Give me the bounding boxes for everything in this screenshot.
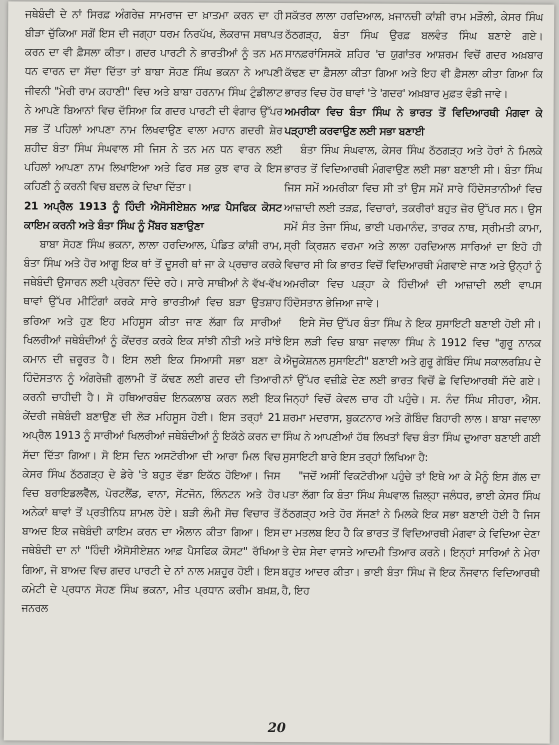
paragraph: ਬਾਬਾ ਸੋਹਣ ਸਿੰਘ ਭਕਨਾ, ਲਾਲਾ ਹਰਦਿਆਲ, ਪੰਡਿਤ ਕਾਂਸ਼ੀ ਰਾਮ, ਬੰਤਾ ਸਿੰਘ ਅਤੇ ਹੋਰ ਆਗੂ ਇਕ ਥਾਂ ਤੋਂ ਦੂਸਰੀ ਥਾਂ ਜਾ ਕੇ ਪ੍ਰਚਾਰ ਕਰਕੇ ਜਥੇਬੰਦੀ ਉਸਾਰਨ ਲਈ ਪ੍ਰੇਰਨਾ ਦਿੰਦੇ ਰਹੇ। ਸਾਰੇ ਸਾਥੀਆਂ ਨੇ ਵੱਖ-ਵੱਖ ਥਾਵਾਂ ਉੱਪਰ ਮੀਟਿੰਗਾਂ ਕਰਕੇ ਸਾਰੇ ਭਾਰਤੀਆਂ ਵਿਚ ਬੜਾ ਉਤਸ਼ਾਹ ਭਰਿਆ ਅਤੇ ਹੁਣ ਇਹ ਮਹਿਸੂਸ ਕੀਤਾ ਜਾਣ ਲੱਗਾ ਕਿ ਸਾਰੀਆਂ ਖਿਲਰੀਆਂ ਜਥੇਬੰਦੀਆਂ ਨੂੰ ਕੇਂਦਰਤ ਕਰਕੇ ਇਕ ਸਾਂਝੀ ਨੀਤੀ ਅਤੇ ਸਾਂਝੇ ਕਮਾਨ ਦੀ ਜ਼ਰੂਰਤ ਹੈ। ਇਸ ਲਈ ਇਕ ਸਿਆਸੀ ਸਭਾ ਬਣਾ ਕੇ ਹਿੰਦੋਸਤਾਨ ਨੂੰ ਅੰਗਰੇਜ਼ੀ ਗੁਲਾਮੀ ਤੋਂ ਕੱਢਣ ਲਈ ਗਦਰ ਦੀ ਤਿਆਰੀ ਕਰਨੀ ਚਾਹੀਦੀ ਹੈ। ਸੋ ਹਥਿਆਰਬੰਦ ਇਨਕਲਾਬ ਕਰਨ ਲਈ ਇਕ ਕੇਂਦਰੀ ਜਥੇਬੰਦੀ ਬਣਾਉਣ ਦੀ ਲੋੜ ਮਹਿਸੂਸ ਹੋਈ। ਇਸ ਤਰ੍ਹਾਂ 21 ਅਪ੍ਰੈਲ 1913 ਨੂੰ ਸਾਰੀਆਂ ਖਿਲਰੀਆਂ ਜਥੇਬੰਦੀਆਂ ਨੂੰ ਇਕੱਠੇ ਕਰਨ ਦਾ ਸੱਦਾ ਦਿੱਤਾ ਗਿਆ। ਸੋ ਇਸ ਦਿਨ ਅਸਟੋਰੀਆ ਦੀ ਆਰਾ ਮਿਲ ਵਿਚ ਕੇਸਰ ਸਿੰਘ ਠੱਠਗੜ੍ਹ ਦੇ ਡੇਰੇ 'ਤੇ ਬਹੁਤ ਵੱਡਾ ਇਕੱਠ ਹੋਇਆ। ਜਿਸ ਵਿਚ ਬਰਾਇਡਲਵੈੱਲ, ਪੋਰਟਲੈਂਡ, ਵਾਨਾ, ਸੇਂਟਜੋਨ, ਲਿੰਨਟਨ ਅਤੇ ਹੋਰ ਅਨੇਕਾਂ ਥਾਵਾਂ ਤੋਂ ਪ੍ਰਤੀਨਿਧ ਸ਼ਾਮਲ ਹੋਏ। ਬੜੀ ਲੰਮੀ ਸੋਚ ਵਿਚਾਰ ਤੋਂ ਬਾਅਦ ਇਕ ਜਥੇਬੰਦੀ ਕਾਇਮ ਕਰਨ ਦਾ ਐਲਾਨ ਕੀਤਾ ਗਿਆ। ਇਸ ਜਥੇਬੰਦੀ ਦਾ ਨਾਂ "ਹਿੰਦੀ ਐਸੋਸੀਏਸ਼ਨ ਆਫ਼ ਪੈਸਫਿਕ ਕੋਸਟ" ਰੱਖਿਆ ਗਿਆ, ਜੋ ਬਾਅਦ ਵਿਚ ਗਦਰ ਪਾਰਟੀ ਦੇ ਨਾਂ ਨਾਲ ਮਸ਼ਹੂਰ ਹੋਈ। ਇਸ ਕਮੇਟੀ ਦੇ ਪ੍ਰਧਾਨ ਸੋਹਣ ਸਿੰਘ ਭਕਨਾ, ਮੀਤ ਪ੍ਰਧਾਨ ਕਰੀਮ ਬਖ਼ਸ਼, ਜਨਰਲ [21, 238, 282, 615]
page-number: 20 [267, 720, 286, 737]
paragraph: ਇਸੇ ਸੋਚ ਉੱਪਰ ਬੰਤਾ ਸਿੰਘ ਨੇ ਇਕ ਸੁਸਾਇਟੀ ਬਣਾਈ ਹੋਈ ਸੀ। ਇਸ ਲੜੀ ਵਿਚ ਬਾਬਾ ਜਵਾਲਾ ਸਿੰਘ ਨੇ 1912 ਵਿਚ "ਗੁਰੂ ਨਾਨਕ ਐਜੂਕੇਸ਼ਨਲ ਸੁਸਾਇਟੀ" ਬਣਾਈ ਅਤੇ ਗੁਰੂ ਗੋਬਿੰਦ ਸਿੰਘ ਸਕਾਲਰਸ਼ਿਪ ਦੇ ਨਾਂ ਉੱਪਰ ਵਜ਼ੀਫ਼ੇ ਦੇਣ ਲਈ ਭਾਰਤ ਵਿਚੋਂ ਛੇ ਵਿਦਿਆਰਥੀ ਸੱਦੇ ਗਏ। ਜਿਨ੍ਹਾਂ ਵਿਚੋਂ ਕੇਵਲ ਚਾਰ ਹੀ ਪਹੁੰਚੇ। ਸ. ਨੰਦ ਸਿੰਘ ਸੀਹਰਾ, ਐਸ. ਸ਼ਰਮਾ ਮਦਰਾਸ, ਬੁਕਟਨਾਰ ਅਤੇ ਗੋਬਿੰਦ ਬਿਹਾਰੀ ਲਾਲ। ਬਾਬਾ ਜਵਾਲਾ ਸਿੰਘ ਨੇ ਆਪਣੀਆਂ ਹੱਥ ਲਿਖਤਾਂ ਵਿਚ ਬੰਤਾ ਸਿੰਘ ਦੁਆਰਾ ਬਣਾਈ ਗਈ ਸੁਸਾਇਟੀ ਬਾਰੇ ਇਸ ਤਰ੍ਹਾਂ ਲਿਖਿਆ ਹੈ: [282, 316, 542, 464]
book-page [4, 1, 555, 743]
paragraph: ਬੰਤਾ ਸਿੰਘ ਸੰਘਵਾਲ, ਕੇਸਰ ਸਿੰਘ ਠੱਠਗੜ੍ਹ ਅਤੇ ਹੋਰਾਂ ਨੇ ਮਿਲਕੇ ਭਾਰਤ ਤੋਂ ਵਿਦਿਆਰਥੀ ਮੰਗਵਾਉਣ ਲਈ ਸਭਾ ਬਣਾਈ ਸੀ। ਬੰਤਾ ਸਿੰਘ ਜਿਸ ਸਮੇਂ ਅਮਰੀਕਾ ਵਿਚ ਸੀ ਤਾਂ ਉਸ ਸਮੇਂ ਸਾਰੇ ਹਿੰਦੋਸਤਾਨੀਆਂ ਵਿਚ ਆਜ਼ਾਦੀ ਲਈ ਤੜਫ਼, ਵਿਚਾਰਾਂ, ਤਕਰੀਰਾਂ ਬਹੁਤ ਜ਼ੋਰ ਉੱਪਰ ਸਨ। ਉਸ ਸਮੇਂ ਸੰਤ ਤੇਜਾ ਸਿੰਘ, ਭਾਈ ਪਰਮਾਨੰਦ, ਤਾਰਕ ਨਾਥ, ਸ੍ਰੀਮਤੀ ਕਾਮਾ, ਸ੍ਰੀ ਕ੍ਰਿਸ਼ਨ ਵਰਮਾ ਅਤੇ ਲਾਲਾ ਹਰਦਿਆਲ ਸਾਰਿਆਂ ਦਾ ਇਹੋ ਹੀ ਵਿਚਾਰ ਸੀ ਕਿ ਭਾਰਤ ਵਿਚੋਂ ਵਿਦਿਆਰਥੀ ਮੰਗਵਾਏ ਜਾਣ ਅਤੇ ਉਨ੍ਹਾਂ ਨੂੰ ਅਮਰੀਕਾ ਵਿਚ ਪੜ੍ਹਾ ਕੇ ਹਿੰਦੀਆਂ ਦੀ ਆਜ਼ਾਦੀ ਲਈ ਵਾਪਸ ਹਿੰਦੋਸਤਾਨ ਭੇਜਿਆ ਜਾਵੇ। [283, 144, 543, 310]
paragraph: ਜਥੇਬੰਦੀ ਦੇ ਨਾਂ ਸਿਰਫ਼ ਅੰਗਰੇਜ਼ ਸਾਮਰਾਜ ਦਾ ਖ਼ਾਤਮਾ ਕਰਨ ਦਾ ਹੀ ਬੀੜਾ ਚੁੱਕਿਆ ਸਗੋਂ ਇਸ ਦੀ ਜਗ੍ਹਾ ਧਰਮ ਨਿਰਪੱਖ, ਲੋਕਰਾਜ ਸਥਾਪਤ ਕਰਨ ਦਾ ਵੀ ਫ਼ੈਸਲਾ ਕੀਤਾ। ਗਦਰ ਪਾਰਟੀ ਨੇ ਭਾਰਤੀਆਂ ਨੂੰ ਤਨ ਮਨ ਧਨ ਵਾਰਨ ਦਾ ਸੱਦਾ ਦਿੱਤਾ ਤਾਂ ਬਾਬਾ ਸੋਹਣ ਸਿੰਘ ਭਕਨਾ ਨੇ ਆਪਣੀ ਜੀਵਨੀ "ਮੇਰੀ ਰਾਮ ਕਹਾਣੀ" ਵਿਚ ਅਤੇ ਬਾਬਾ ਹਰਨਾਮ ਸਿੰਘ ਟੁੰਡੀਲਾਟ ਨੇ ਆਪਣੇ ਬਿਆਨਾਂ ਵਿਚ ਦੱਸਿਆ ਕਿ ਗਦਰ ਪਾਰਟੀ ਦੀ ਵੰਗਾਰ ਉੱਪਰ ਸਭ ਤੋਂ ਪਹਿਲਾਂ ਆਪਣਾ ਨਾਮ ਲਿਖਵਾਉਣ ਵਾਲਾ ਮਹਾਨ ਗਦਰੀ ਸ਼ੇਰ ਸ਼ਹੀਦ ਬੰਤਾ ਸਿੰਘ ਸੰਘਵਾਲ ਸੀ ਜਿਸ ਨੇ ਤਨ ਮਨ ਧਨ ਵਾਰਨ ਲਈ ਪਹਿਲਾਂ ਆਪਣਾ ਨਾਮ ਲਿਖਾਇਆ ਅਤੇ ਫਿਰ ਸਭ ਕੁਝ ਵਾਰ ਕੇ ਇਸ ਕਹਿਣੀ ਨੂੰ ਕਰਨੀ ਵਿਚ ਬਦਲ ਕੇ ਦਿਖਾ ਦਿੱਤਾ। [24, 8, 284, 194]
section-heading: 21 ਅਪ੍ਰੈਲ 1913 ਨੂੰ ਹਿੰਦੀ ਐਸੋਸੀਏਸ਼ਨ ਆਫ਼ ਪੈਸਫਿਕ ਕੋਸਟ ਕਾਇਮ ਕਰਨੀ ਅਤੇ ਬੰਤਾ ਸਿੰਘ ਨੂੰ ਮੈਂਬਰ ਬਣਾਉਣਾ [23, 200, 283, 233]
paragraph: ਸਕੱਤਰ ਲਾਲਾ ਹਰਦਿਆਲ, ਖ਼ਜਾਨਚੀ ਕਾਂਸ਼ੀ ਰਾਮ ਮੜੌਲੀ, ਕੇਸਰ ਸਿੰਘ ਠੱਠਗੜ੍ਹ, ਬੰਤਾ ਸਿੰਘ ਉਰਫ਼ ਬਲਵੰਤ ਸਿੰਘ ਬਣਾਏ ਗਏ। ਸਾਨਫ਼ਰਾਂਸਿਸਕੋ ਸ਼ਹਿਰ 'ਚ ਯੁਗਾਂਤਰ ਆਸ਼ਰਮ ਵਿਚੋਂ ਗਦਰ ਅਖ਼ਬਾਰ ਕੱਢਣ ਦਾ ਫ਼ੈਸਲਾ ਕੀਤਾ ਗਿਆ ਅਤੇ ਇਹ ਵੀ ਫ਼ੈਸਲਾ ਕੀਤਾ ਗਿਆ ਕਿ ਭਾਰਤ ਵਿਚ ਹੋਰ ਥਾਵਾਂ 'ਤੇ 'ਗਦਰ' ਅਖ਼ਬਾਰ ਮੁਫ਼ਤ ਵੰਡੀ ਜਾਵੇ। [284, 10, 544, 101]
section-heading: ਅਮਰੀਕਾ ਵਿਚ ਬੰਤਾ ਸਿੰਘ ਨੇ ਭਾਰਤ ਤੋਂ ਵਿਦਿਆਰਥੀ ਮੰਗਵਾ ਕੇ ਪੜ੍ਹਾਈ ਕਰਵਾਉਣ ਲਈ ਸਭਾ ਬਣਾਈ [284, 105, 543, 138]
quote-paragraph: "ਜਦੋਂ ਅਸੀਂ ਵਿਕਟੋਰੀਆ ਪਹੁੰਚੇ ਤਾਂ ਇਥੇ ਆ ਕੇ ਮੈਨੂੰ ਇਸ ਗੱਲ ਦਾ ਪਤਾ ਲੱਗਾ ਕਿ ਬੰਤਾ ਸਿੰਘ ਸੰਘਵਾਲ ਜ਼ਿਲ੍ਹਾ ਜਲੰਧਰ, ਭਾਈ ਕੇਸਰ ਸਿੰਘ ਠੱਠਗੜ੍ਹ ਅਤੇ ਹੋਰ ਸੱਜਣਾਂ ਨੇ ਮਿਲਕੇ ਇਕ ਸਭਾ ਬਣਾਈ ਹੋਈ ਹੈ ਜਿਸ ਦਾ ਮਤਲਬ ਇਹ ਹੈ ਕਿ ਭਾਰਤ ਤੋਂ ਵਿਦਿਆਰਥੀ ਮੰਗਵਾ ਕੇ ਵਿਦਿਆ ਦੇਣਾ ਤੇ ਦੇਸ਼ ਸੇਵਾ ਵਾਸਤੇ ਆਦਮੀ ਤਿਆਰ ਕਰਨੇ। ਇਨ੍ਹਾਂ ਸਾਰਿਆਂ ਨੇ ਮੇਰਾ ਬਹੁਤ ਆਦਰ ਕੀਤਾ। ਭਾਈ ਬੰਤਾ ਸਿੰਘ ਜੋ ਇਕ ਨੌਜਵਾਨ ਵਿਦਿਆਰਥੀ ਹੈ, ਇਹ [281, 469, 541, 597]
left-column [21, 5, 283, 713]
right-column [281, 7, 543, 715]
